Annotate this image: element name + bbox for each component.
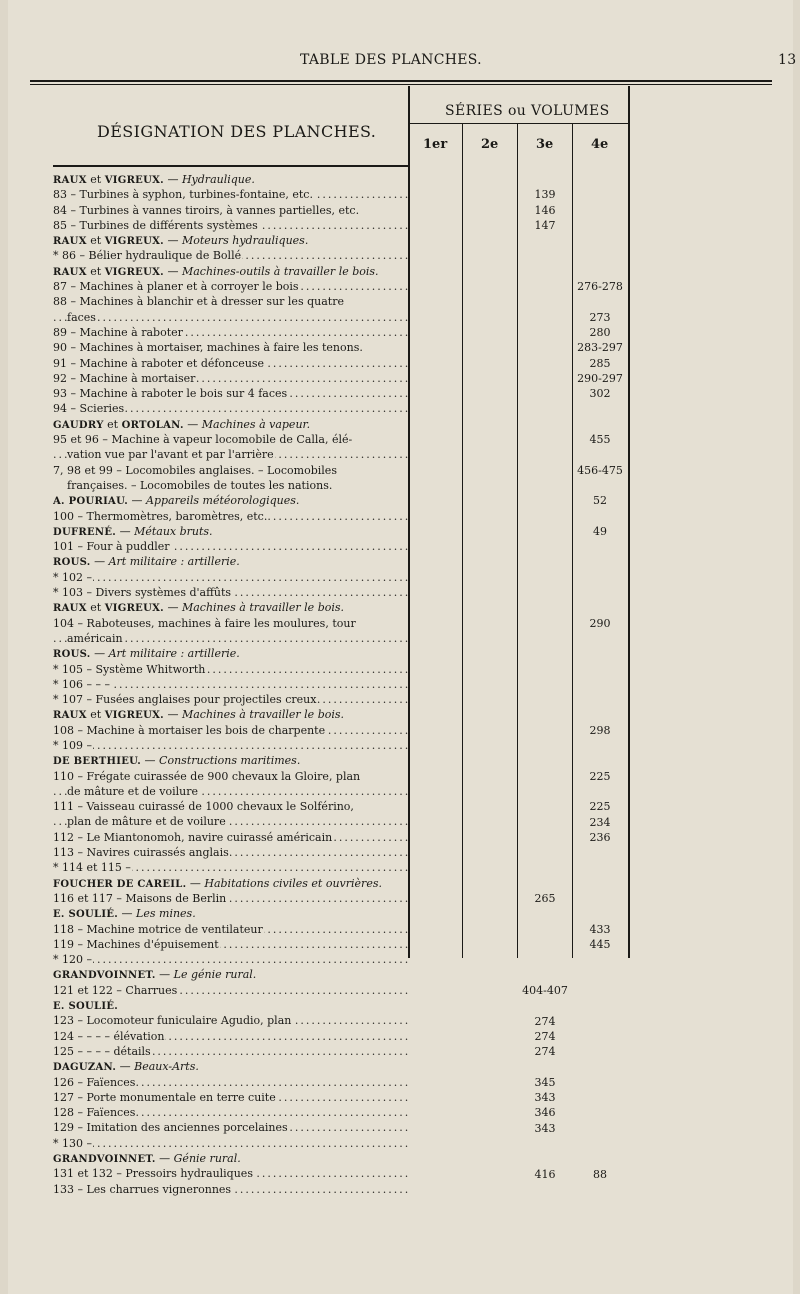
- plate-entry: [53, 585, 409, 600]
- section-heading: [53, 1059, 409, 1074]
- plate-entry: [53, 432, 409, 447]
- section-heading: [53, 906, 409, 921]
- volume-page-ref: 274: [534, 1045, 556, 1059]
- author-name: ROUS.: [53, 557, 91, 569]
- volume-page-ref: 346: [534, 1106, 556, 1120]
- conjunction: et: [86, 173, 105, 186]
- plate-text: 91 – Machine à raboter et défonceuse: [53, 356, 265, 370]
- plate-text: 127 – Porte monumentale en terre cuite: [53, 1090, 276, 1104]
- plate-text: * 102 –: [53, 570, 92, 584]
- section-subject: — Le génie rural.: [155, 968, 257, 982]
- plate-entry: [53, 769, 409, 784]
- volume-page-ref: 146: [534, 203, 556, 217]
- volume-page-ref: 276-278: [577, 280, 623, 294]
- plate-text: 83 – Turbines à syphon, turbines-fontaine, etc.: [53, 188, 313, 202]
- volume-page-ref: 225: [589, 769, 611, 783]
- volume-page-ref: 274: [534, 1029, 556, 1043]
- section-subject: — Hydraulique.: [163, 173, 255, 186]
- author-name: GAUDRY: [53, 419, 104, 431]
- plate-entry: [53, 937, 409, 952]
- series-heading: SÉRIES ou VOLUMES: [445, 103, 610, 119]
- author-name: FOUCHER DE CAREIL.: [53, 878, 187, 890]
- conjunction: et: [103, 417, 122, 431]
- section-heading: [53, 264, 409, 279]
- plate-entry: [53, 616, 409, 631]
- page-number: 13: [778, 52, 797, 68]
- conjunction: et: [86, 601, 105, 615]
- author-name: E. SOULIÉ.: [53, 909, 119, 921]
- volume-page-ref: 433: [589, 922, 611, 936]
- plate-text: plan de mâture et de voilure: [67, 815, 226, 829]
- plate-text: 87 – Machines à planer et à corroyer le bois: [53, 280, 299, 294]
- section-heading: [53, 172, 409, 187]
- author-name: VIGREUX.: [104, 236, 164, 248]
- plate-entry: [53, 1090, 409, 1105]
- plate-entry: [53, 784, 409, 799]
- plate-entry: [53, 677, 409, 692]
- section-heading: [53, 998, 409, 1013]
- author-name: DAGUZAN.: [53, 1062, 117, 1074]
- author-name: A. POURIAU.: [53, 496, 129, 508]
- author-name: GRANDVOINNET.: [53, 970, 156, 982]
- author-name: RAUX: [53, 236, 87, 248]
- conjunction: et: [86, 264, 105, 278]
- plate-entry: [53, 310, 409, 325]
- volume-page-ref: 274: [534, 1014, 556, 1028]
- section-subject: — Art militaire : artillerie.: [90, 555, 240, 569]
- plate-text: 111 – Vaisseau cuirassé de 1000 chevaux le Solférino,: [53, 800, 354, 814]
- plate-text: 88 – Machines à blanchir et à dresser sur les quatre: [53, 295, 344, 309]
- plate-entry: [53, 218, 409, 233]
- plate-text: 94 – Scieries: [53, 402, 125, 416]
- volume-page-ref: 445: [589, 938, 611, 951]
- section-heading: [53, 876, 409, 891]
- plate-text: françaises. – Locomobiles de toutes les nations.: [67, 478, 333, 492]
- plate-entry: [53, 1075, 409, 1090]
- volume-page-ref: 404-407: [522, 983, 568, 997]
- volume-page-ref: 88: [593, 1167, 607, 1181]
- plate-entry: [53, 1136, 409, 1151]
- volume-page-ref: 345: [534, 1075, 556, 1089]
- plate-entry: [53, 1182, 409, 1197]
- plate-text: 121 et 122 – Charrues: [53, 983, 178, 997]
- volume-2-header: 2e: [481, 137, 499, 152]
- plate-text: 110 – Frégate cuirassée de 900 chevaux la Gloire, plan: [53, 769, 361, 783]
- author-name: RAUX: [53, 710, 87, 722]
- volume-4-header: 4e: [591, 137, 609, 152]
- plate-entry: [53, 845, 409, 860]
- plate-text: * 103 – Divers systèmes d'affûts: [53, 586, 232, 600]
- section-subject: — Constructions maritimes.: [141, 754, 301, 768]
- author-name: RAUX: [53, 175, 87, 186]
- plate-entry: [53, 1013, 409, 1028]
- volume-page-ref: 285: [589, 356, 611, 370]
- plate-text: * 107 – Fusées anglaises pour projectiles creux: [53, 693, 317, 707]
- plate-text: 90 – Machines à mortaiser, machines à faire les tenons.: [53, 341, 363, 355]
- plate-entry: [53, 1166, 409, 1181]
- plate-text: 133 – Les charrues vigneronnes: [53, 1182, 232, 1196]
- volume-page-ref: 280: [589, 326, 611, 339]
- author-name: VIGREUX.: [104, 266, 164, 278]
- plate-text: 125 – – – – détails: [53, 1044, 151, 1058]
- plate-entry: [53, 340, 409, 355]
- section-subject: — Génie rural.: [155, 1152, 241, 1165]
- plate-text: 89 – Machine à raboter: [53, 325, 183, 339]
- section-heading: [53, 554, 409, 569]
- section-heading: [53, 753, 409, 768]
- plate-text: 7, 98 et 99 – Locomobiles anglaises. – Locomobiles: [53, 463, 337, 477]
- plate-entry: [53, 325, 409, 340]
- plate-text: 129 – Imitation des anciennes porcelaines: [53, 1121, 288, 1135]
- plate-entry: [53, 401, 409, 416]
- section-heading: [53, 233, 409, 248]
- plate-text: de mâture et de voilure: [67, 784, 199, 798]
- volume-page-ref: 290-297: [577, 371, 623, 385]
- author-name: VIGREUX.: [104, 603, 164, 615]
- section-heading: [53, 707, 409, 722]
- column-divider-3: [517, 124, 518, 958]
- plate-text: 119 – Machines d'épuisement: [53, 937, 219, 951]
- plate-text: 131 et 132 – Pressoirs hydrauliques: [53, 1167, 253, 1181]
- volume-page-ref: 302: [589, 387, 611, 401]
- plate-text: * 105 – Système Whitworth: [53, 662, 206, 676]
- plate-text: vation vue par l'avant et par l'arrière: [67, 448, 274, 462]
- plate-entry: [53, 570, 409, 585]
- section-subject: — Machines à travailler le bois.: [163, 708, 345, 722]
- section-heading: [53, 493, 409, 508]
- section-heading: [53, 967, 409, 982]
- plate-text: * 106 – – –: [53, 677, 110, 691]
- section-heading: [53, 1151, 409, 1166]
- plate-entry: [53, 692, 409, 707]
- author-name: E. SOULIÉ.: [53, 1001, 119, 1013]
- plate-entry: [53, 983, 409, 998]
- plate-entry: [53, 631, 409, 646]
- volume-page-ref: 225: [589, 800, 611, 814]
- plate-entry: [53, 294, 409, 309]
- plate-text: 124 – – – – élévation: [53, 1029, 165, 1043]
- plate-entry: [53, 799, 409, 814]
- author-name: GRANDVOINNET.: [53, 1154, 156, 1165]
- section-subject: — Métaux bruts.: [116, 524, 213, 538]
- volume-page-ref: 455: [589, 433, 611, 447]
- plate-text: 116 et 117 – Maisons de Berlin: [53, 891, 227, 905]
- plate-text: 104 – Raboteuses, machines à faire les moulures, tour: [53, 616, 356, 630]
- author-name: RAUX: [53, 603, 87, 615]
- section-subject: — Machines-outils à travailler le bois.: [163, 264, 379, 278]
- plate-text: 123 – Locomoteur funiculaire Agudio, plan: [53, 1014, 292, 1028]
- plate-entry: [53, 723, 409, 738]
- column-divider-2: [462, 124, 463, 958]
- volume-page-ref: 49: [593, 524, 607, 538]
- plate-text: 93 – Machine à raboter le bois sur 4 faces: [53, 387, 288, 401]
- plate-entry: [53, 478, 409, 493]
- section-heading: [53, 646, 409, 661]
- plate-text: * 120 –: [53, 953, 92, 967]
- author-name: ORTOLAN.: [121, 419, 184, 431]
- volume-page-ref: 456-475: [577, 463, 623, 477]
- plate-entry: [53, 860, 409, 875]
- plate-text: 113 – Navires cuirassés anglais: [53, 846, 229, 860]
- plate-text: 128 – Faïences: [53, 1106, 136, 1120]
- plate-entry: [53, 463, 409, 478]
- plate-text: 85 – Turbines de différents systèmes: [53, 218, 258, 232]
- plate-entry: [53, 922, 409, 937]
- plate-text: * 86 – Bélier hydraulique de Bollé: [53, 249, 242, 263]
- plate-text: * 114 et 115 –: [53, 861, 131, 875]
- plate-text: 108 – Machine à mortaiser les bois de charpente: [53, 723, 326, 737]
- volume-page-ref: 236: [589, 830, 611, 844]
- volume-page-ref: 147: [534, 218, 556, 232]
- volume-3-header: 3e: [536, 137, 554, 152]
- plate-entry: [53, 386, 409, 401]
- plate-entry: [53, 891, 409, 906]
- plate-entry: [53, 830, 409, 845]
- plate-entry: [53, 738, 409, 753]
- plate-entry: [53, 279, 409, 294]
- plate-list: [53, 172, 409, 1197]
- plate-text: américain: [67, 631, 123, 645]
- top-rule: [30, 80, 772, 82]
- plate-entry: [53, 203, 409, 218]
- plate-text: 112 – Le Miantonomoh, navire cuirassé américain: [53, 830, 333, 844]
- plate-entry: [53, 447, 409, 462]
- volume-page-ref: 343: [534, 1091, 556, 1104]
- section-subject: — Machines à travailler le bois.: [163, 601, 345, 615]
- volume-page-ref: 52: [593, 494, 607, 508]
- section-subject: — Beaux-Arts.: [116, 1060, 199, 1074]
- plate-entry: [53, 1105, 409, 1120]
- column-divider-5: [628, 86, 630, 958]
- volume-1-header: 1er: [423, 137, 448, 152]
- volume-page-ref: 139: [534, 188, 556, 202]
- plate-entry: [53, 1120, 409, 1135]
- plate-entry: [53, 539, 409, 554]
- plate-entry: [53, 1029, 409, 1044]
- plate-text: 95 et 96 – Machine à vapeur locomobile de Calla, élé-: [53, 433, 353, 447]
- plate-text: * 109 –: [53, 738, 92, 752]
- author-name: DE BERTHIEU.: [53, 756, 142, 768]
- author-name: DUFRENÉ.: [53, 526, 117, 538]
- designation-heading: DÉSIGNATION DES PLANCHES.: [97, 122, 377, 141]
- section-subject: — Appareils météorologiques.: [128, 494, 300, 508]
- volume-page-ref: 298: [589, 723, 611, 737]
- running-title: TABLE DES PLANCHES.: [300, 52, 482, 68]
- plate-entry: [53, 509, 409, 524]
- plate-entry: [53, 187, 409, 202]
- section-heading: [53, 417, 409, 432]
- plate-entry: [53, 662, 409, 677]
- conjunction: et: [86, 708, 105, 722]
- volume-page-ref: 234: [589, 815, 611, 829]
- section-subject: — Les mines.: [118, 907, 196, 921]
- plate-entry: [53, 952, 409, 967]
- plate-text: 100 – Thermomètres, baromètres, etc.: [53, 509, 268, 523]
- plate-entry: [53, 356, 409, 371]
- plate-entry: [53, 814, 409, 829]
- plate-text: 92 – Machine à mortaiser: [53, 371, 196, 385]
- designation-head-rule: [53, 165, 409, 167]
- volume-page-ref: 283-297: [577, 341, 623, 355]
- top-rule-thin: [30, 84, 772, 85]
- volume-page-ref: 273: [589, 310, 611, 324]
- author-name: RAUX: [53, 266, 87, 278]
- plate-text: 101 – Four à puddler: [53, 540, 170, 554]
- plate-text: 118 – Machine motrice de ventilateur: [53, 922, 263, 936]
- conjunction: et: [86, 234, 105, 248]
- plate-text: faces: [67, 310, 96, 324]
- plate-entry: [53, 248, 409, 263]
- volume-page-ref: 343: [534, 1121, 556, 1135]
- author-name: VIGREUX.: [104, 175, 164, 186]
- plate-entry: [53, 371, 409, 386]
- section-heading: [53, 524, 409, 539]
- section-subject: — Moteurs hydrauliques.: [163, 234, 309, 248]
- volume-page-ref: 265: [534, 892, 556, 906]
- plate-text: 126 – Faïences: [53, 1075, 136, 1089]
- author-name: VIGREUX.: [104, 710, 164, 722]
- plate-text: * 130 –: [53, 1136, 92, 1150]
- volume-page-ref: 416: [534, 1167, 556, 1181]
- section-heading: [53, 600, 409, 615]
- plate-entry: [53, 1044, 409, 1059]
- section-subject: — Habitations civiles et ouvrières.: [186, 876, 382, 890]
- volume-page-ref: 290: [589, 616, 611, 630]
- author-name: ROUS.: [53, 649, 91, 661]
- section-subject: — Machines à vapeur.: [183, 417, 311, 431]
- series-head-rule: [409, 123, 629, 124]
- section-subject: — Art militaire : artillerie.: [90, 647, 240, 661]
- plate-text: 84 – Turbines à vannes tiroirs, à vannes partielles, etc.: [53, 203, 360, 217]
